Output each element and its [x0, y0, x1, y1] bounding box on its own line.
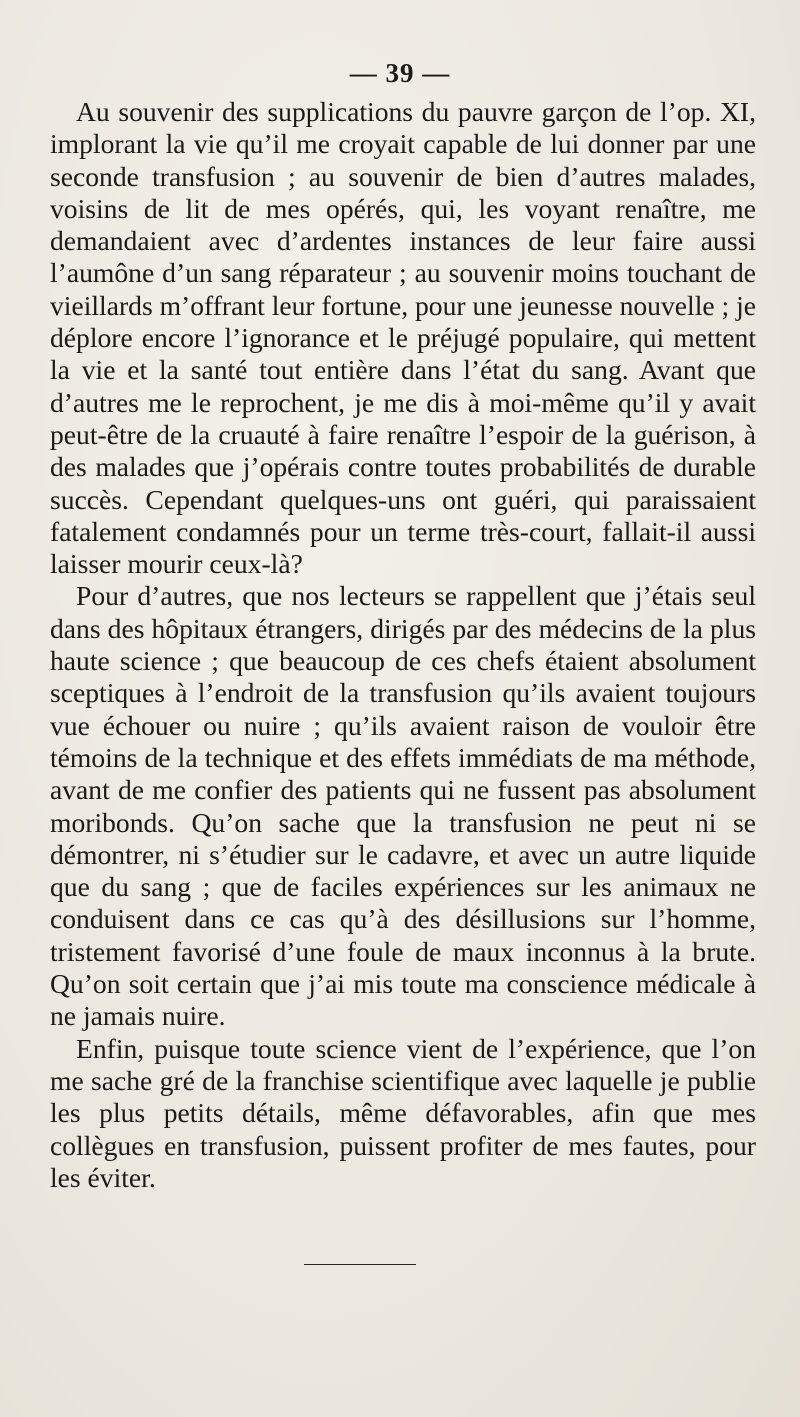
- body-text: [50, 96, 756, 1194]
- end-rule: [304, 1264, 416, 1265]
- paragraph-3: Enfin, puisque toute science vient de l’expérience, que l’on me sache gré de la franchise scientifique avec laquelle je publie les plus petits détails, même défavorables, afin que mes collègues en transfusion, puissent profiter de mes fautes, pour les éviter.: [50, 1032, 756, 1193]
- paragraph-2: Pour d’autres, que nos lecteurs se rappellent que j’étais seul dans des hôpitaux étrangers, dirigés par des médecins de la plus haute science ; que beaucoup de ces chefs étaient absolument sceptiques à l’endroit de la transfusion qu’ils avaient toujours vue échouer ou nuire ; qu’ils avaient raison de vouloir être témoins de la technique et des effets immédiats de ma méthode, avant de me confier des patients qui ne fussent pas absolument moribonds. Qu’on sache que la transfusion ne peut ni se démontrer, ni s’étudier sur le cadavre, et avec un autre liquide que du sang ; que de faciles expériences sur les animaux ne conduisent dans ce cas qu’à des désillusions sur l’homme, tristement favorisé d’une foule de maux inconnus à la brute. Qu’on soit certain que j’ai mis toute ma conscience médicale à ne jamais nuire.: [50, 580, 756, 1032]
- page-number: — 39 —: [349, 58, 451, 88]
- paragraph-1: Au souvenir des supplications du pauvre garçon de l’op. XI, implorant la vie qu’il me croyait capable de lui donner par une seconde transfusion ; au souvenir de bien d’autres malades, voisins de lit de mes opérés, qui, les voyant renaître, me demandaient avec d’ardentes instances de leur faire aussi l’aumône d’un sang réparateur ; au souvenir moins touchant de vieillards m’offrant leur fortune, pour une jeunesse nouvelle ; je déplore encore l’ignorance et le préjugé populaire, qui mettent la vie et la santé tout entière dans l’état du sang. Avant que d’autres me le reprochent, je me dis à moi-même qu’il y avait peut-être de la cruauté à faire renaître l’espoir de la guérison, à des malades que j’opérais contre toutes probabilités de durable succès. Cependant quelques-uns ont guéri, qui paraissaient fatalement condamnés pour un terme très-court, fallait-il aussi laisser mourir ceux-là?: [50, 96, 756, 580]
